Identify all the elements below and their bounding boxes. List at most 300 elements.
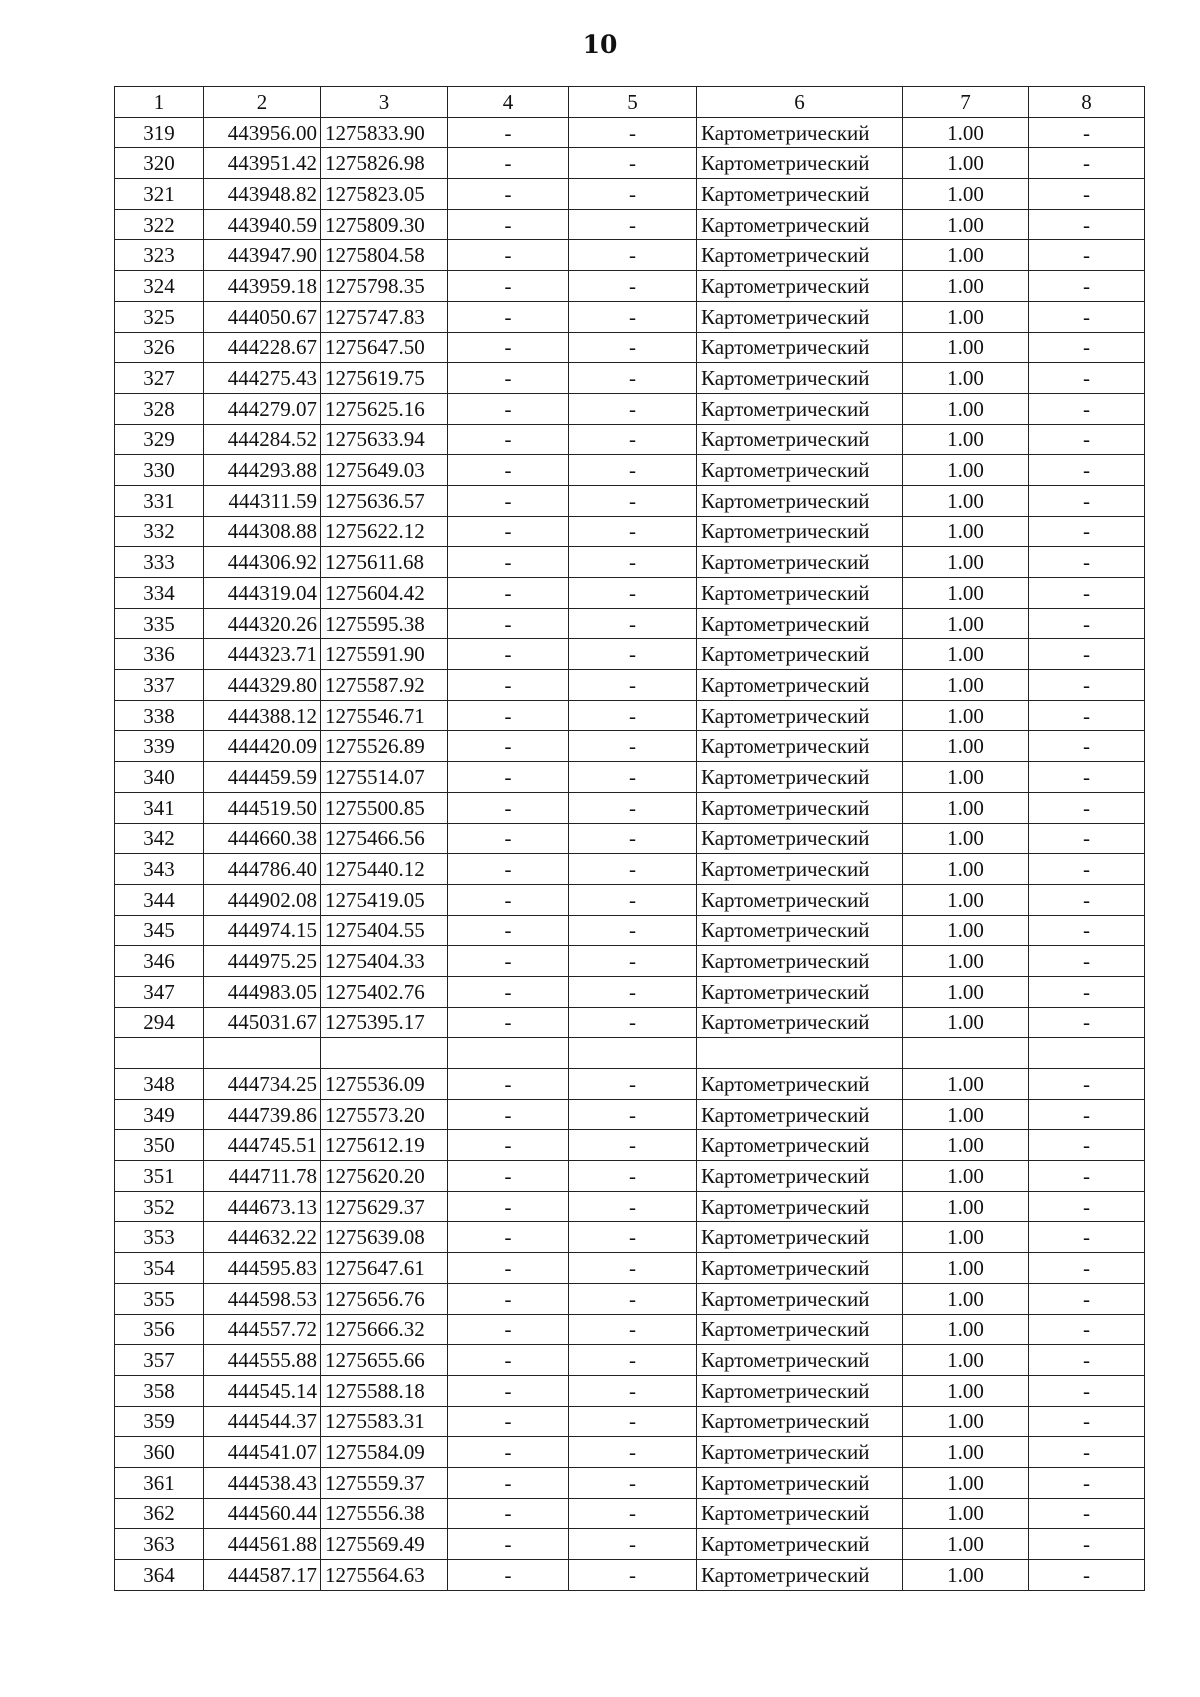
table-row (115, 608, 1145, 639)
x-coordinate-cell: 444557.72 (204, 1314, 321, 1345)
y-coordinate-cell: 1275823.05 (321, 179, 448, 210)
y-coordinate-cell: 1275804.58 (321, 240, 448, 271)
x-coordinate-cell: 444323.71 (204, 639, 321, 670)
y-coordinate-cell: 1275809.30 (321, 209, 448, 240)
x-coordinate-cell: 444459.59 (204, 762, 321, 793)
table-row (115, 976, 1145, 1007)
col-4-cell: - (448, 1191, 569, 1222)
point-number-cell: 349 (115, 1099, 204, 1130)
point-number-cell: 358 (115, 1375, 204, 1406)
col-5-cell: - (569, 148, 697, 179)
col-8-cell: - (1029, 1007, 1145, 1038)
table-row (115, 639, 1145, 670)
y-coordinate-cell: 1275629.37 (321, 1191, 448, 1222)
col-5-cell: - (569, 1007, 697, 1038)
y-coordinate-cell: 1275402.76 (321, 976, 448, 1007)
x-coordinate-cell: 444306.92 (204, 547, 321, 578)
method-cell: Картометрический (697, 1560, 903, 1591)
table-row (115, 117, 1145, 148)
accuracy-cell: 1.00 (903, 179, 1029, 210)
col-4-cell: - (448, 700, 569, 731)
y-coordinate-cell: 1275514.07 (321, 762, 448, 793)
point-number-cell: 354 (115, 1253, 204, 1284)
accuracy-cell: 1.00 (903, 1314, 1029, 1345)
x-coordinate-cell: 444902.08 (204, 884, 321, 915)
col-5-cell: - (569, 424, 697, 455)
x-coordinate-cell: 444319.04 (204, 578, 321, 609)
point-number-cell: 362 (115, 1498, 204, 1529)
point-number-cell: 320 (115, 148, 204, 179)
x-coordinate-cell: 444541.07 (204, 1437, 321, 1468)
col-4-cell: - (448, 731, 569, 762)
method-cell: Картометрический (697, 1345, 903, 1376)
col-5-cell: - (569, 1498, 697, 1529)
point-number-cell: 351 (115, 1161, 204, 1192)
col-5-cell: - (569, 179, 697, 210)
col-4-cell: - (448, 1498, 569, 1529)
col-4-cell: - (448, 1467, 569, 1498)
point-number-cell: 328 (115, 393, 204, 424)
col-5-cell (569, 1038, 697, 1069)
col-5-cell: - (569, 271, 697, 302)
y-coordinate-cell: 1275612.19 (321, 1130, 448, 1161)
table-row (115, 1498, 1145, 1529)
point-number-cell: 319 (115, 117, 204, 148)
method-cell: Картометрический (697, 179, 903, 210)
x-coordinate-cell: 444228.67 (204, 332, 321, 363)
x-coordinate-cell: 444975.25 (204, 946, 321, 977)
table-row (115, 792, 1145, 823)
method-cell: Картометрический (697, 1283, 903, 1314)
method-cell (697, 1038, 903, 1069)
method-cell: Картометрический (697, 578, 903, 609)
accuracy-cell: 1.00 (903, 1560, 1029, 1591)
table-row (115, 762, 1145, 793)
table-row (115, 915, 1145, 946)
col-5-cell: - (569, 1283, 697, 1314)
method-cell: Картометрический (697, 608, 903, 639)
col-8-cell: - (1029, 1498, 1145, 1529)
col-4-cell: - (448, 301, 569, 332)
point-number-cell: 339 (115, 731, 204, 762)
table-row (115, 332, 1145, 363)
col-5-cell: - (569, 1253, 697, 1284)
col-8-cell: - (1029, 1253, 1145, 1284)
point-number-cell: 332 (115, 516, 204, 547)
table-row (115, 1161, 1145, 1192)
col-8-cell: - (1029, 1560, 1145, 1591)
col-8-cell: - (1029, 1191, 1145, 1222)
x-coordinate-cell: 444320.26 (204, 608, 321, 639)
accuracy-cell: 1.00 (903, 1345, 1029, 1376)
col-5-cell: - (569, 455, 697, 486)
accuracy-cell: 1.00 (903, 762, 1029, 793)
point-number-cell: 335 (115, 608, 204, 639)
point-number-cell: 355 (115, 1283, 204, 1314)
accuracy-cell: 1.00 (903, 1467, 1029, 1498)
col-8-cell: - (1029, 670, 1145, 701)
table-row (115, 1007, 1145, 1038)
col-4-cell: - (448, 547, 569, 578)
col-4-cell: - (448, 209, 569, 240)
method-cell: Картометрический (697, 670, 903, 701)
col-8-cell: - (1029, 1222, 1145, 1253)
method-cell: Картометрический (697, 1191, 903, 1222)
method-cell: Картометрический (697, 884, 903, 915)
col-4-cell: - (448, 946, 569, 977)
col-5-cell: - (569, 393, 697, 424)
y-coordinate-cell: 1275833.90 (321, 117, 448, 148)
method-cell: Картометрический (697, 946, 903, 977)
point-number-cell: 344 (115, 884, 204, 915)
y-coordinate-cell: 1275500.85 (321, 792, 448, 823)
col-8-cell: - (1029, 148, 1145, 179)
table-row (115, 1345, 1145, 1376)
col-5-cell: - (569, 608, 697, 639)
x-coordinate-cell: 444308.88 (204, 516, 321, 547)
table-row (115, 455, 1145, 486)
accuracy-cell: 1.00 (903, 854, 1029, 885)
x-coordinate-cell: 443959.18 (204, 271, 321, 302)
header-row (115, 87, 1145, 118)
accuracy-cell: 1.00 (903, 670, 1029, 701)
col-4-cell: - (448, 332, 569, 363)
method-cell: Картометрический (697, 1130, 903, 1161)
accuracy-cell: 1.00 (903, 332, 1029, 363)
col-8-cell: - (1029, 731, 1145, 762)
table-row (115, 823, 1145, 854)
table-header (115, 87, 1145, 118)
col-5-cell: - (569, 731, 697, 762)
col-4-cell: - (448, 915, 569, 946)
table-row (115, 1437, 1145, 1468)
method-cell: Картометрический (697, 301, 903, 332)
point-number-cell: 322 (115, 209, 204, 240)
x-coordinate-cell: 444050.67 (204, 301, 321, 332)
col-5-cell: - (569, 1467, 697, 1498)
column-header: 5 (569, 87, 697, 118)
point-number-cell: 347 (115, 976, 204, 1007)
x-coordinate-cell: 444388.12 (204, 700, 321, 731)
col-4-cell: - (448, 393, 569, 424)
point-number-cell: 356 (115, 1314, 204, 1345)
col-8-cell: - (1029, 578, 1145, 609)
accuracy-cell: 1.00 (903, 547, 1029, 578)
table-row (115, 854, 1145, 885)
col-4-cell: - (448, 1130, 569, 1161)
col-5-cell: - (569, 915, 697, 946)
y-coordinate-cell: 1275583.31 (321, 1406, 448, 1437)
col-5-cell: - (569, 1406, 697, 1437)
col-8-cell (1029, 1038, 1145, 1069)
col-4-cell: - (448, 1406, 569, 1437)
x-coordinate-cell: 443956.00 (204, 117, 321, 148)
table-row (115, 1222, 1145, 1253)
method-cell: Картометрический (697, 1069, 903, 1100)
y-coordinate-cell: 1275573.20 (321, 1099, 448, 1130)
col-5-cell: - (569, 854, 697, 885)
y-coordinate-cell: 1275622.12 (321, 516, 448, 547)
table-row (115, 485, 1145, 516)
accuracy-cell: 1.00 (903, 915, 1029, 946)
col-5-cell: - (569, 332, 697, 363)
y-coordinate-cell: 1275647.61 (321, 1253, 448, 1284)
x-coordinate-cell: 444545.14 (204, 1375, 321, 1406)
method-cell: Картометрический (697, 1437, 903, 1468)
table-row (115, 209, 1145, 240)
column-header: 6 (697, 87, 903, 118)
method-cell: Картометрический (697, 1161, 903, 1192)
table-row (115, 240, 1145, 271)
col-8-cell: - (1029, 547, 1145, 578)
x-coordinate-cell: 444983.05 (204, 976, 321, 1007)
y-coordinate-cell: 1275584.09 (321, 1437, 448, 1468)
accuracy-cell: 1.00 (903, 1253, 1029, 1284)
accuracy-cell: 1.00 (903, 608, 1029, 639)
method-cell: Картометрический (697, 639, 903, 670)
col-5-cell: - (569, 792, 697, 823)
x-coordinate-cell: 444560.44 (204, 1498, 321, 1529)
col-5-cell: - (569, 1161, 697, 1192)
point-number-cell: 363 (115, 1529, 204, 1560)
y-coordinate-cell: 1275564.63 (321, 1560, 448, 1591)
point-number-cell: 353 (115, 1222, 204, 1253)
col-8-cell: - (1029, 1283, 1145, 1314)
y-coordinate-cell: 1275604.42 (321, 578, 448, 609)
col-4-cell: - (448, 148, 569, 179)
table-row (115, 1191, 1145, 1222)
y-coordinate-cell: 1275404.33 (321, 946, 448, 977)
y-coordinate-cell: 1275649.03 (321, 455, 448, 486)
col-8-cell: - (1029, 976, 1145, 1007)
y-coordinate-cell: 1275619.75 (321, 363, 448, 394)
method-cell: Картометрический (697, 1099, 903, 1130)
x-coordinate-cell: 444739.86 (204, 1099, 321, 1130)
col-8-cell: - (1029, 639, 1145, 670)
point-number-cell: 329 (115, 424, 204, 455)
table-row (115, 884, 1145, 915)
coordinates-table (114, 86, 1145, 1591)
y-coordinate-cell: 1275404.55 (321, 915, 448, 946)
col-5-cell: - (569, 209, 697, 240)
table-body (115, 117, 1145, 1590)
point-number-cell: 345 (115, 915, 204, 946)
point-number-cell: 325 (115, 301, 204, 332)
accuracy-cell: 1.00 (903, 1498, 1029, 1529)
y-coordinate-cell: 1275625.16 (321, 393, 448, 424)
x-coordinate-cell: 444311.59 (204, 485, 321, 516)
accuracy-cell: 1.00 (903, 1283, 1029, 1314)
col-8-cell: - (1029, 1375, 1145, 1406)
x-coordinate-cell: 444632.22 (204, 1222, 321, 1253)
table-row (115, 424, 1145, 455)
point-number-cell (115, 1038, 204, 1069)
col-8-cell: - (1029, 424, 1145, 455)
accuracy-cell: 1.00 (903, 578, 1029, 609)
point-number-cell: 330 (115, 455, 204, 486)
col-4-cell: - (448, 1283, 569, 1314)
x-coordinate-cell: 444329.80 (204, 670, 321, 701)
x-coordinate-cell: 444711.78 (204, 1161, 321, 1192)
point-number-cell: 346 (115, 946, 204, 977)
method-cell: Картометрический (697, 1529, 903, 1560)
col-8-cell: - (1029, 1314, 1145, 1345)
col-5-cell: - (569, 1222, 697, 1253)
y-coordinate-cell: 1275536.09 (321, 1069, 448, 1100)
col-8-cell: - (1029, 1099, 1145, 1130)
accuracy-cell: 1.00 (903, 1099, 1029, 1130)
y-coordinate-cell: 1275419.05 (321, 884, 448, 915)
method-cell: Картометрический (697, 700, 903, 731)
column-header: 1 (115, 87, 204, 118)
col-4-cell: - (448, 117, 569, 148)
y-coordinate-cell: 1275595.38 (321, 608, 448, 639)
col-4-cell: - (448, 455, 569, 486)
column-header: 3 (321, 87, 448, 118)
col-5-cell: - (569, 1191, 697, 1222)
col-4-cell: - (448, 854, 569, 885)
table-row (115, 1529, 1145, 1560)
col-5-cell: - (569, 1314, 697, 1345)
col-4-cell: - (448, 179, 569, 210)
col-5-cell: - (569, 823, 697, 854)
method-cell: Картометрический (697, 271, 903, 302)
col-4-cell: - (448, 1375, 569, 1406)
col-4-cell: - (448, 1161, 569, 1192)
table-row (115, 700, 1145, 731)
point-number-cell: 294 (115, 1007, 204, 1038)
col-4-cell: - (448, 363, 569, 394)
y-coordinate-cell (321, 1038, 448, 1069)
col-8-cell: - (1029, 179, 1145, 210)
col-8-cell: - (1029, 485, 1145, 516)
point-number-cell: 337 (115, 670, 204, 701)
col-4-cell: - (448, 1099, 569, 1130)
y-coordinate-cell: 1275395.17 (321, 1007, 448, 1038)
accuracy-cell: 1.00 (903, 393, 1029, 424)
col-8-cell: - (1029, 363, 1145, 394)
method-cell: Картометрический (697, 209, 903, 240)
method-cell: Картометрический (697, 976, 903, 1007)
table-row (115, 1406, 1145, 1437)
point-number-cell: 340 (115, 762, 204, 793)
col-4-cell (448, 1038, 569, 1069)
point-number-cell: 323 (115, 240, 204, 271)
table-row (115, 1038, 1145, 1069)
table-row (115, 393, 1145, 424)
table-row (115, 1375, 1145, 1406)
method-cell: Картометрический (697, 854, 903, 885)
column-header: 2 (204, 87, 321, 118)
method-cell: Картометрический (697, 1467, 903, 1498)
table-row (115, 516, 1145, 547)
col-5-cell: - (569, 1560, 697, 1591)
col-4-cell: - (448, 792, 569, 823)
col-4-cell: - (448, 516, 569, 547)
col-4-cell: - (448, 1529, 569, 1560)
x-coordinate-cell: 444745.51 (204, 1130, 321, 1161)
point-number-cell: 326 (115, 332, 204, 363)
x-coordinate-cell: 444544.37 (204, 1406, 321, 1437)
accuracy-cell: 1.00 (903, 1222, 1029, 1253)
method-cell: Картометрический (697, 1007, 903, 1038)
col-8-cell: - (1029, 1345, 1145, 1376)
y-coordinate-cell: 1275647.50 (321, 332, 448, 363)
y-coordinate-cell: 1275633.94 (321, 424, 448, 455)
col-4-cell: - (448, 670, 569, 701)
col-5-cell: - (569, 301, 697, 332)
x-coordinate-cell: 444595.83 (204, 1253, 321, 1284)
method-cell: Картометрический (697, 762, 903, 793)
col-5-cell: - (569, 485, 697, 516)
accuracy-cell (903, 1038, 1029, 1069)
point-number-cell: 357 (115, 1345, 204, 1376)
col-4-cell: - (448, 1437, 569, 1468)
table-row (115, 363, 1145, 394)
col-4-cell: - (448, 884, 569, 915)
col-8-cell: - (1029, 332, 1145, 363)
method-cell: Картометрический (697, 915, 903, 946)
x-coordinate-cell: 443947.90 (204, 240, 321, 271)
col-5-cell: - (569, 516, 697, 547)
col-8-cell: - (1029, 1161, 1145, 1192)
col-8-cell: - (1029, 915, 1145, 946)
column-header: 8 (1029, 87, 1145, 118)
col-5-cell: - (569, 1069, 697, 1100)
col-5-cell: - (569, 240, 697, 271)
col-5-cell: - (569, 1345, 697, 1376)
x-coordinate-cell: 444538.43 (204, 1467, 321, 1498)
method-cell: Картометрический (697, 1314, 903, 1345)
y-coordinate-cell: 1275588.18 (321, 1375, 448, 1406)
y-coordinate-cell: 1275636.57 (321, 485, 448, 516)
accuracy-cell: 1.00 (903, 1130, 1029, 1161)
y-coordinate-cell: 1275666.32 (321, 1314, 448, 1345)
method-cell: Картометрический (697, 731, 903, 762)
y-coordinate-cell: 1275826.98 (321, 148, 448, 179)
table-row (115, 670, 1145, 701)
table-row (115, 547, 1145, 578)
accuracy-cell: 1.00 (903, 1529, 1029, 1560)
point-number-cell: 338 (115, 700, 204, 731)
x-coordinate-cell: 444555.88 (204, 1345, 321, 1376)
accuracy-cell: 1.00 (903, 424, 1029, 455)
accuracy-cell: 1.00 (903, 117, 1029, 148)
method-cell: Картометрический (697, 455, 903, 486)
point-number-cell: 341 (115, 792, 204, 823)
col-8-cell: - (1029, 608, 1145, 639)
point-number-cell: 321 (115, 179, 204, 210)
method-cell: Картометрический (697, 1222, 903, 1253)
method-cell: Картометрический (697, 424, 903, 455)
col-4-cell: - (448, 976, 569, 1007)
col-4-cell: - (448, 1007, 569, 1038)
x-coordinate-cell: 445031.67 (204, 1007, 321, 1038)
point-number-cell: 327 (115, 363, 204, 394)
y-coordinate-cell: 1275639.08 (321, 1222, 448, 1253)
table-row (115, 1253, 1145, 1284)
x-coordinate-cell: 444598.53 (204, 1283, 321, 1314)
table-row (115, 1069, 1145, 1100)
accuracy-cell: 1.00 (903, 1375, 1029, 1406)
col-8-cell: - (1029, 455, 1145, 486)
y-coordinate-cell: 1275440.12 (321, 854, 448, 885)
col-8-cell: - (1029, 240, 1145, 271)
method-cell: Картометрический (697, 792, 903, 823)
col-8-cell: - (1029, 1069, 1145, 1100)
col-5-cell: - (569, 639, 697, 670)
point-number-cell: 336 (115, 639, 204, 670)
